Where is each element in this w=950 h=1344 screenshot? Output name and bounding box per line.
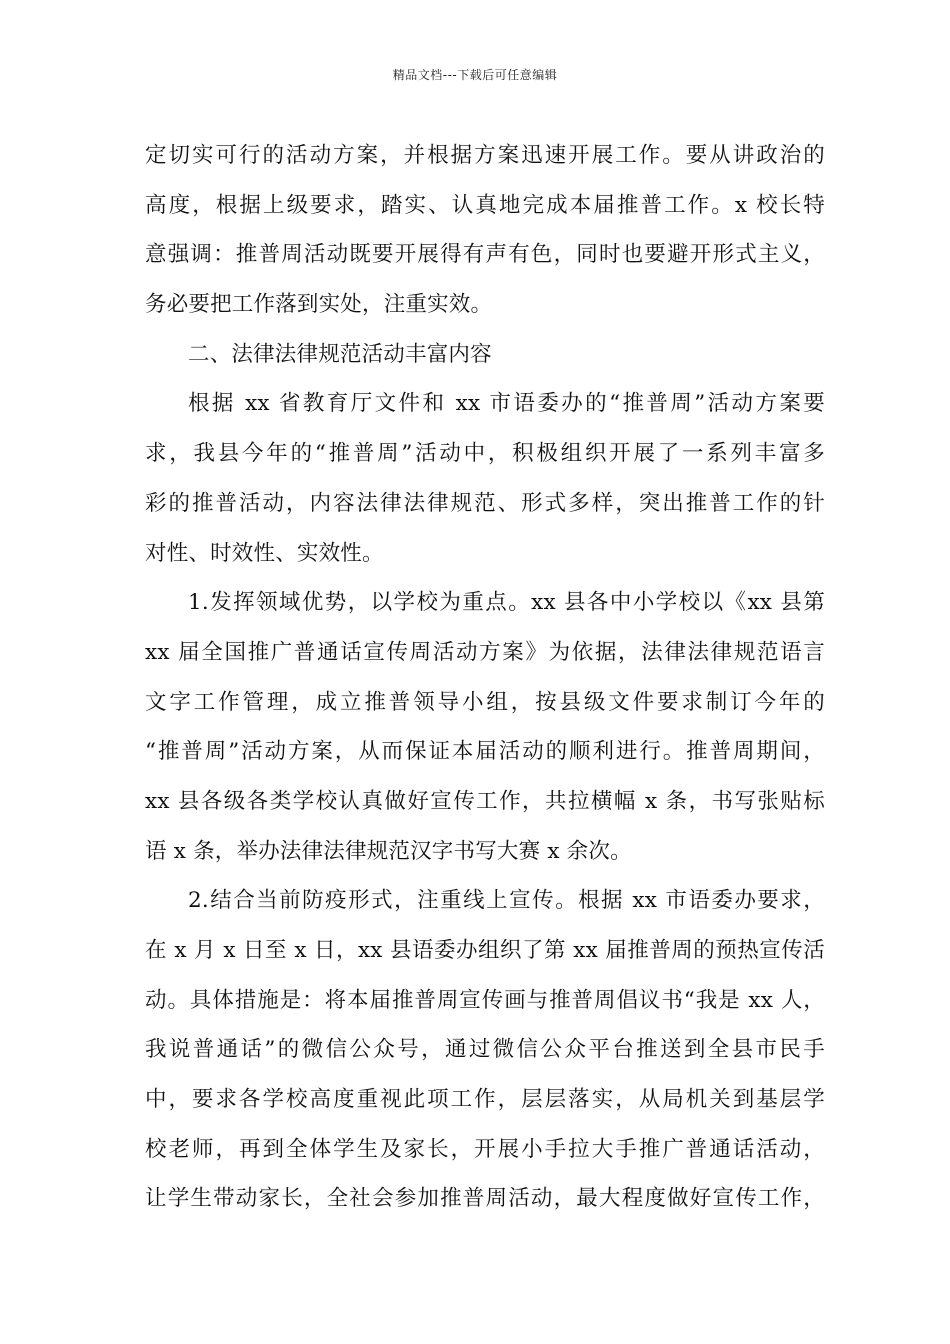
text-line: 高度，根据上级要求，踏实、认真地完成本届推普工作。x 校长特 <box>145 192 825 218</box>
text-line: 在 x 月 x 日至 x 日，xx 县语委办组织了第 xx 届推普周的预热宣传活 <box>145 938 825 963</box>
text-line: 校老师，再到全体学生及家长，开展小手拉大手推广普通话活动， <box>145 1136 825 1162</box>
text-line: 让学生带动家长，全社会参加推普周活动，最大程度做好宣传工作， <box>145 1186 825 1212</box>
text-line: 彩的推普活动，内容法律法律规范、形式多样，突出推普工作的针 <box>145 490 825 516</box>
text-line: 2.结合当前防疫形式，注重线上宣传。根据 xx 市语委办要求， <box>188 888 825 914</box>
text-line: 意强调：推普周活动既要开展得有声有色，同时也要避开形式主义， <box>145 242 825 268</box>
text-line: 务必要把工作落到实处，注重实效。 <box>145 292 493 318</box>
text-line: 中，要求各学校高度重视此项工作，层层落实，从局机关到基层学 <box>145 1087 825 1113</box>
text-line: 对性、时效性、实效性。 <box>145 540 384 566</box>
text-line: 根据 xx 省教育厅文件和 xx 市语委办的“推普周”活动方案要 <box>188 391 825 417</box>
text-line: xx 届全国推广普通话宣传周活动方案》为依据，法律法律规范语言 <box>145 639 825 665</box>
text-line: 我说普通话”的微信公众号，通过微信公众平台推送到全县市民手 <box>145 1037 825 1063</box>
text-line: xx 县各级各类学校认真做好宣传工作，共拉横幅 x 条，书写张贴标 <box>145 788 825 814</box>
text-line: 动。具体措施是：将本届推普周宣传画与推普周倡议书“我是 xx 人， <box>145 987 825 1013</box>
document-body <box>145 131 825 1224</box>
text-line: “推普周”活动方案，从而保证本届活动的顺利进行。推普周期间， <box>145 739 825 765</box>
text-line: 求，我县今年的“推普周”活动中，积极组织开展了一系列丰富多 <box>145 441 825 467</box>
text-line: 文字工作管理，成立推普领导小组，按县级文件要求制订今年的 <box>145 689 825 715</box>
text-line: 定切实可行的活动方案，并根据方案迅速开展工作。要从讲政治的 <box>145 143 825 168</box>
text-line: 二、法律法律规范活动丰富内容 <box>188 341 492 367</box>
text-line: 语 x 条，举办法律法律规范汉字书写大赛 x 余次。 <box>145 838 632 864</box>
page-header: 精品文档---下载后可任意编辑 <box>392 68 558 82</box>
text-line: 1.发挥领域优势，以学校为重点。xx 县各中小学校以《xx 县第 <box>188 590 825 616</box>
